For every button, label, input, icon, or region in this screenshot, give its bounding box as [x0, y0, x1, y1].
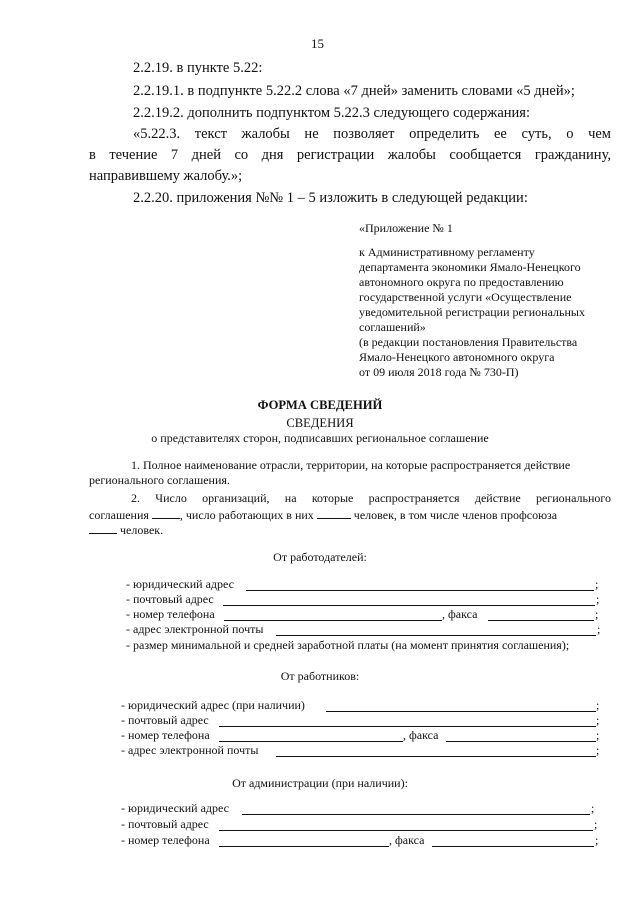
- count-union-members-field[interactable]: [89, 522, 117, 534]
- form-paragraph-1-cont: регионального соглашения.: [89, 473, 230, 487]
- employers-email-label: - адрес электронной почты: [126, 622, 264, 636]
- amendment-line-6: направившему жалобу.»;: [89, 168, 243, 184]
- form-paragraph-2: 2. Число организаций, на которые распространяется действие регионального: [131, 491, 611, 505]
- employees-phone-field[interactable]: [219, 741, 403, 742]
- appendix-line: к Административному регламенту: [359, 245, 535, 259]
- administration-postal-address-field[interactable]: [219, 830, 593, 831]
- appendix-line: департамента экономики Ямало-Ненецкого: [359, 260, 581, 274]
- amendment-line-3: 2.2.19.2. дополнить подпунктом 5.22.3 следующего содержания:: [133, 105, 530, 121]
- amendment-line-7: 2.2.20. приложения №№ 1 – 5 изложить в следующей редакции:: [133, 190, 528, 206]
- administration-fax-label: , факса: [389, 833, 425, 847]
- form-title: СВЕДЕНИЯ: [286, 416, 354, 430]
- administration-postal-address-label: - почтовый адрес: [121, 817, 209, 831]
- semicolon: ;: [596, 698, 600, 712]
- form-paragraph-2-cont: [89, 507, 557, 521]
- appendix-line: от 09 июля 2018 года № 730-П): [359, 365, 519, 379]
- appendix-line: Ямало-Ненецкого автономного округа: [359, 350, 555, 364]
- employees-legal-address-field[interactable]: [326, 711, 596, 712]
- employees-fax-label: , факса: [403, 728, 439, 742]
- semicolon: ;: [596, 728, 600, 742]
- administration-phone-label: - номер телефона: [121, 833, 210, 847]
- form-subtitle: о представителях сторон, подписавших региональное соглашение: [151, 431, 489, 445]
- employers-phone-label: - номер телефона: [126, 607, 215, 621]
- count-workers-field[interactable]: [317, 507, 351, 519]
- employers-legal-address-field[interactable]: [246, 590, 594, 591]
- amendment-line-5: в течение 7 дней со дня регистрации жалобы сообщается гражданину,: [89, 147, 611, 163]
- count-organizations-field[interactable]: [152, 507, 180, 519]
- employers-postal-address-field[interactable]: [223, 605, 595, 606]
- label: , число работающих в них: [179, 508, 314, 522]
- form-paragraph-2-end: [89, 522, 163, 536]
- employers-heading: От работодателей:: [273, 550, 367, 564]
- label: человек.: [120, 523, 164, 537]
- employers-fax-label: , факса: [442, 607, 478, 621]
- employers-phone-field[interactable]: [224, 620, 442, 621]
- administration-legal-address-label: - юридический адрес: [121, 801, 229, 815]
- appendix-title: «Приложение № 1: [359, 221, 453, 235]
- employers-email-field[interactable]: [276, 635, 596, 636]
- form-heading: ФОРМА СВЕДЕНИЙ: [257, 398, 383, 412]
- semicolon: ;: [595, 607, 599, 621]
- form-paragraph-1: 1. Полное наименование отрасли, территории, на которые распространяется действие: [131, 458, 571, 472]
- semicolon: ;: [595, 577, 599, 591]
- employees-legal-address-label: - юридический адрес (при наличии): [121, 698, 305, 712]
- appendix-line: уведомительной регистрации региональных: [359, 305, 585, 319]
- semicolon: ;: [594, 817, 598, 831]
- employers-wage-label: - размер минимальной и средней заработной платы (на момент принятия соглашения);: [126, 638, 570, 652]
- employers-fax-field[interactable]: [488, 620, 594, 621]
- semicolon: ;: [595, 833, 599, 847]
- label: человек, в том числе членов профсоюза: [353, 508, 558, 522]
- employers-legal-address-label: - юридический адрес: [126, 577, 234, 591]
- amendment-line-2: 2.2.19.1. в подпункте 5.22.2 слова «7 дней» заменить словами «5 дней»;: [133, 83, 575, 99]
- label: соглашения: [89, 508, 149, 522]
- semicolon: ;: [596, 743, 600, 757]
- semicolon: ;: [597, 622, 601, 636]
- amendment-line-1: 2.2.19. в пункте 5.22:: [133, 60, 263, 76]
- employers-postal-address-label: - почтовый адрес: [126, 592, 214, 606]
- employees-fax-field[interactable]: [446, 741, 596, 742]
- employees-postal-address-label: - почтовый адрес: [121, 713, 209, 727]
- semicolon: ;: [591, 801, 595, 815]
- administration-legal-address-field[interactable]: [242, 814, 590, 815]
- employees-email-field[interactable]: [276, 756, 596, 757]
- employees-postal-address-field[interactable]: [219, 726, 596, 727]
- administration-fax-field[interactable]: [432, 846, 594, 847]
- employees-heading: От работников:: [280, 669, 360, 683]
- page-number: 15: [311, 36, 324, 51]
- employees-email-label: - адрес электронной почты: [121, 743, 259, 757]
- semicolon: ;: [596, 713, 600, 727]
- appendix-line: соглашений»: [359, 320, 426, 334]
- administration-heading: От администрации (при наличии):: [232, 776, 408, 790]
- amendment-line-4: «5.22.3. текст жалобы не позволяет определить ее суть, о чем: [133, 126, 611, 142]
- semicolon: ;: [596, 592, 600, 606]
- appendix-line: (в редакции постановления Правительства: [359, 335, 578, 349]
- employees-phone-label: - номер телефона: [121, 728, 210, 742]
- administration-phone-field[interactable]: [219, 846, 389, 847]
- appendix-line: государственной услуги «Осуществление: [359, 290, 572, 304]
- appendix-line: автономного округа по предоставлению: [359, 275, 564, 289]
